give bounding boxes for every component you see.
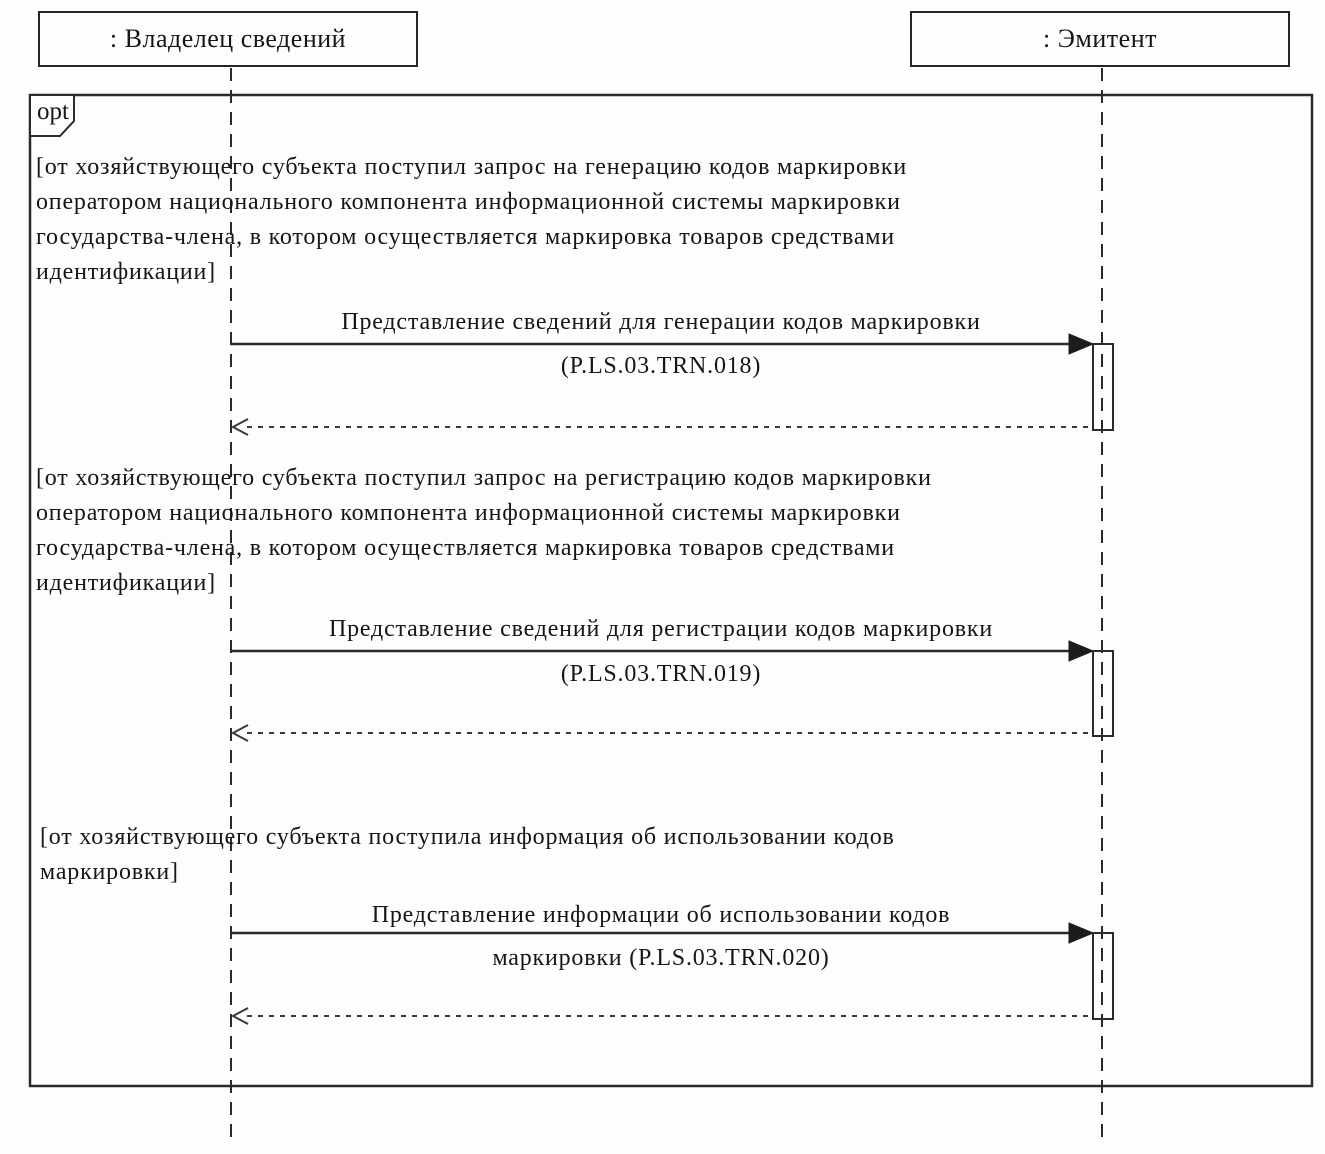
return-arrowhead-1 <box>233 419 248 435</box>
actor-emitent-label: : Эмитент <box>1043 24 1157 53</box>
return-arrowhead-3 <box>233 1008 248 1024</box>
actor-information-owner <box>38 11 418 67</box>
guard-2-line-3: государства-члена, в котором осуществляется маркировка товаров средствами <box>36 535 895 561</box>
message-2-label-line-2: (P.LS.03.TRN.019) <box>560 661 762 687</box>
guard-condition-1 <box>36 150 907 290</box>
message-arrowhead-1 <box>1069 334 1093 354</box>
return-arrowhead-2 <box>233 725 248 741</box>
actor-emitent <box>910 11 1290 67</box>
guard-3-line-1: [от хозяйствующего субъекта поступила информация об использовании кодов <box>40 824 895 850</box>
opt-operator-label: opt <box>37 98 69 125</box>
message-1-label-line-2: (P.LS.03.TRN.018) <box>560 353 762 379</box>
guard-2-line-4: идентификации] <box>36 570 216 596</box>
guard-1-line-3: государства-члена, в котором осуществляется маркировка товаров средствами <box>36 224 895 250</box>
guard-1-line-2: оператором национального компонента информационной системы маркировки <box>36 189 901 215</box>
message-3-label-line-2: маркировки (P.LS.03.TRN.020) <box>492 945 830 971</box>
guard-condition-3 <box>40 820 895 890</box>
actor-information-owner-label: : Владелец сведений <box>109 24 347 53</box>
message-1-label-line-1: Представление сведений для генерации кодов маркировки <box>341 309 981 335</box>
message-3-label-line-1: Представление информации об использовании кодов <box>371 902 951 928</box>
message-2-label-line-1: Представление сведений для регистрации кодов маркировки <box>328 616 993 642</box>
guard-1-line-1: [от хозяйствующего субъекта поступил запрос на генерацию кодов маркировки <box>36 154 908 180</box>
guard-condition-2 <box>36 461 932 601</box>
guard-3-line-2: маркировки] <box>40 859 179 885</box>
guard-2-line-2: оператором национального компонента информационной системы маркировки <box>36 500 901 526</box>
message-arrowhead-2 <box>1069 641 1093 661</box>
guard-1-line-4: идентификации] <box>36 259 216 285</box>
guard-2-line-1: [от хозяйствующего субъекта поступил запрос на регистрацию кодов маркировки <box>36 465 932 491</box>
